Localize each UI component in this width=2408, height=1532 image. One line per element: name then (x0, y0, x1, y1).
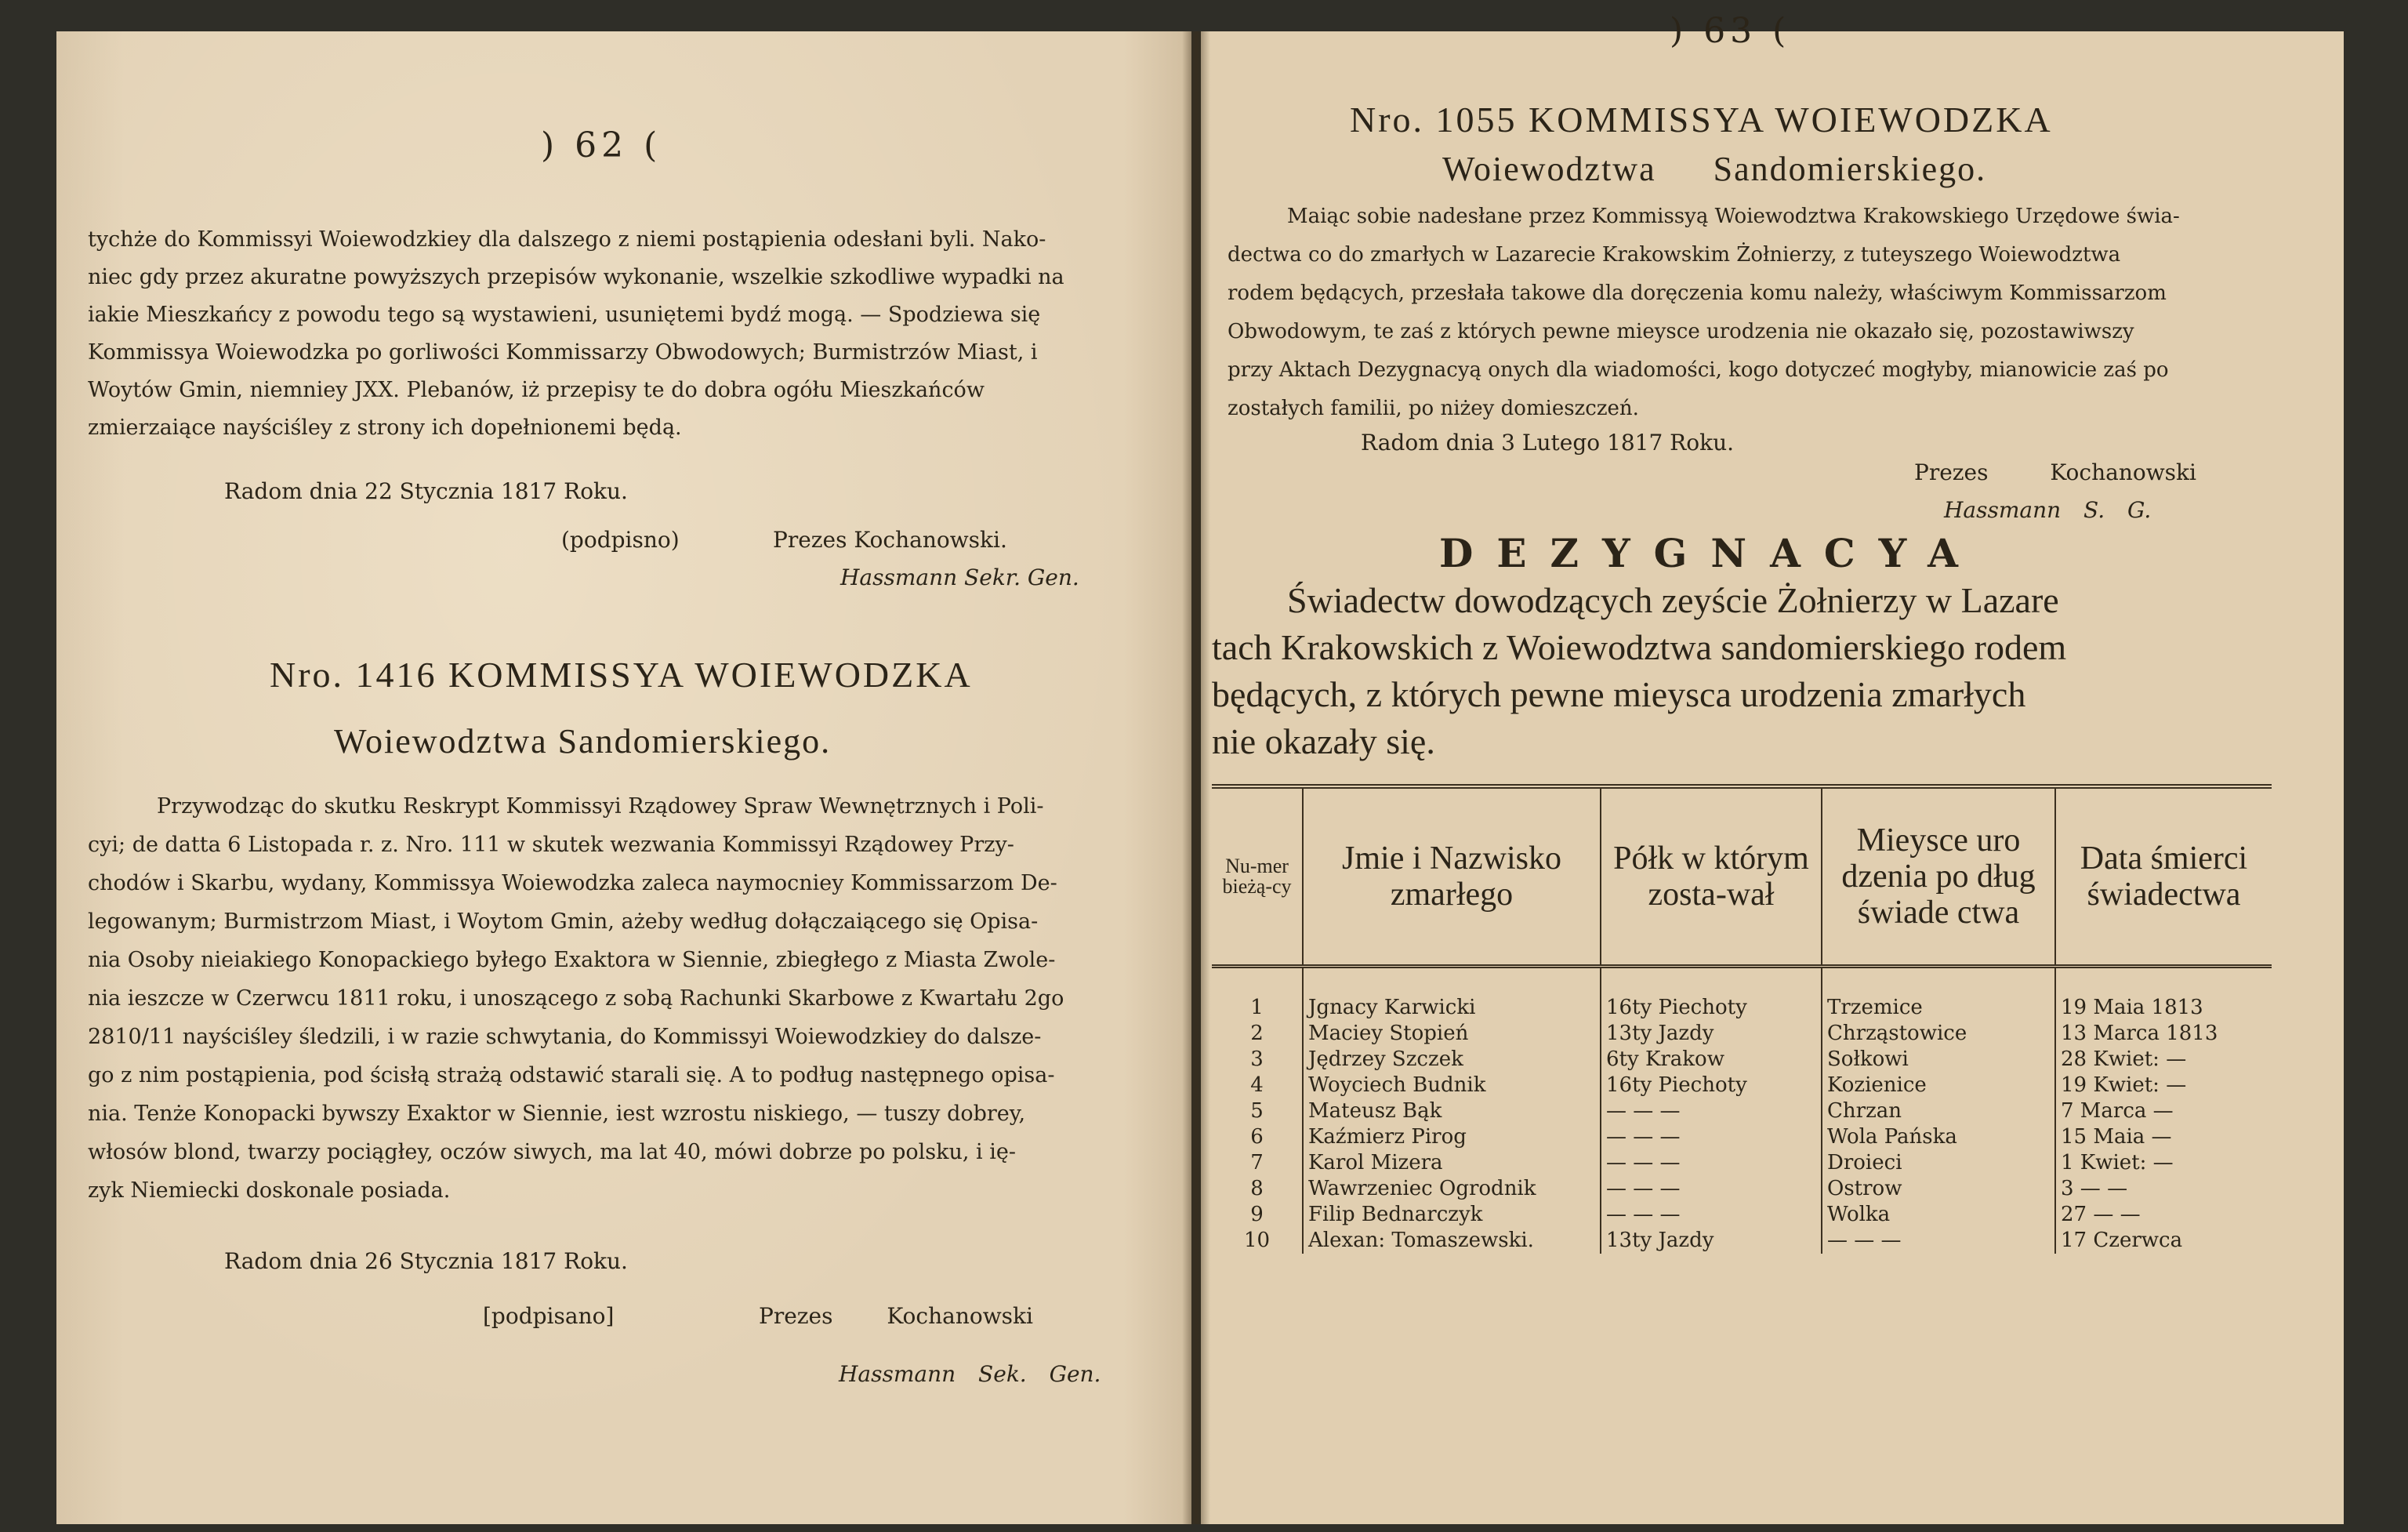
death-date: 13 Marca 1813 (2055, 1021, 2272, 1047)
column-header-birthplace: Mieysce uro dzenia po dług świade ctwa (1822, 786, 2055, 967)
deceased-name: Alexan: Tomaszewski. (1303, 1228, 1601, 1254)
table-row (1212, 1150, 2272, 1176)
birthplace: Chrzan (1822, 1098, 2055, 1124)
secretary-signature: Hassmann Sek. Gen. (839, 1361, 1101, 1387)
text-line: włosów blond, twarzy pociągłey, oczów siwych, ma lat 40, mówi dobrze po polsku, i ię- (88, 1140, 1016, 1164)
table-row (1212, 1176, 2272, 1202)
death-date: 27 — — (2055, 1202, 2272, 1228)
regiment: — — — (1601, 1150, 1822, 1176)
birthplace: — — — (1822, 1228, 2055, 1254)
row-number: 4 (1250, 1073, 1264, 1097)
death-date: 19 Kwiet: — (2055, 1073, 2272, 1098)
row-number: 10 (1243, 1229, 1271, 1252)
regiment: — — — (1601, 1202, 1822, 1228)
text-line: chodów i Skarbu, wydany, Kommissya Woiewodzka zaleca naymocniey Kommissarzom De- (88, 871, 1057, 895)
text-line: go z nim postąpienia, pod ścisłą strażą odstawić starali się. A to podług następnego opisa- (88, 1063, 1055, 1087)
date-line: Radom dnia 26 Stycznia 1817 Roku. (224, 1248, 628, 1274)
dezygnacya-table (1212, 784, 2272, 1254)
death-date: 28 Kwiet: — (2055, 1047, 2272, 1073)
deceased-name: Jgnacy Karwicki (1303, 967, 1601, 1022)
text-line: zmierzaiące nayściśley z strony ich dopełnionemi będą. (88, 416, 682, 440)
deceased-name: Karol Mizera (1303, 1150, 1601, 1176)
notice-heading: Nro. 1055 KOMMISSYA WOIEWODZKA (1350, 100, 2053, 140)
text-line: Woytów Gmin, niemniey JXX. Plebanów, iż przepisy te do dobra ogółu Mieszkańców (88, 378, 985, 402)
text-line: nia. Tenże Konopacki bywszy Exaktor w Siennie, iest wzrostu niskiego, — tuszy dobrey, (88, 1102, 1026, 1126)
death-date: 1 Kwiet: — (2055, 1150, 2272, 1176)
birthplace: Chrząstowice (1822, 1021, 2055, 1047)
birthplace: Droieci (1822, 1150, 2055, 1176)
date-line: Radom dnia 3 Lutego 1817 Roku. (1361, 430, 1734, 456)
birthplace: Sołkowi (1822, 1047, 2055, 1073)
table-row (1212, 1073, 2272, 1098)
column-header-number: Nu-mer bieżą-cy (1222, 855, 1292, 898)
row-number: 7 (1250, 1151, 1264, 1174)
regiment: 16ty Piechoty (1601, 967, 1822, 1022)
row-number: 1 (1250, 996, 1264, 1019)
deceased-name: Woyciech Budnik (1303, 1073, 1601, 1098)
text-line: przy Aktach Dezygnacyą onych dla wiadomości, kogo dotyczeć mogłyby, mianowicie zaś po (1228, 358, 2169, 382)
death-date: 7 Marca — (2055, 1098, 2272, 1124)
text-line: zostałych familii, po niżey domieszczeń. (1228, 397, 1639, 420)
text-line: Świadectw dowodzących zeyście Żołnierzy w Lazare (1287, 580, 2059, 620)
death-date: 19 Maia 1813 (2055, 967, 2272, 1022)
deceased-name: Wawrzeniec Ogrodnik (1303, 1176, 1601, 1202)
signed-note: [podpisano] (483, 1303, 615, 1329)
text-line: zyk Niemiecki doskonale posiada. (88, 1178, 451, 1203)
death-date: 17 Czerwca (2055, 1228, 2272, 1254)
deceased-name: Mateusz Bąk (1303, 1098, 1601, 1124)
death-date: 3 — — (2055, 1176, 2272, 1202)
birthplace: Wola Pańska (1822, 1124, 2055, 1150)
deceased-name: Kaźmierz Pirog (1303, 1124, 1601, 1150)
book-gutter (1182, 31, 1210, 1524)
deceased-name: Filip Bednarczyk (1303, 1202, 1601, 1228)
dezygnacya-intro (1212, 577, 2286, 765)
table-row (1212, 1202, 2272, 1228)
table-row (1212, 1228, 2272, 1254)
page-number-left: ) 62 ( (541, 125, 662, 165)
birthplace: Kozienice (1822, 1073, 2055, 1098)
birthplace: Wolka (1822, 1202, 2055, 1228)
regiment: 13ty Jazdy (1601, 1228, 1822, 1254)
text-line: nia ieszcze w Czerwcu 1811 roku, i unoszącego z sobą Rachunki Skarbowe z Kwartału 2go (88, 986, 1064, 1011)
table-row (1212, 1124, 2272, 1150)
row-number: 2 (1250, 1022, 1264, 1045)
page-number-right: ) 63 ( (1670, 11, 1791, 51)
president-signature: Prezes Kochanowski (759, 1303, 1033, 1329)
text-line: tach Krakowskich z Woiewodztwa sandomierskiego rodem (1212, 627, 2067, 667)
text-line: dectwa co do zmarłych w Lazarecie Krakowskim Żołnierzy, z tuteyszego Woiewodztwa (1228, 243, 2121, 267)
birthplace: Ostrow (1822, 1176, 2055, 1202)
regiment: — — — (1601, 1176, 1822, 1202)
column-header-regiment: Półk w którym zosta-wał (1601, 786, 1822, 967)
text-line: rodem będących, przesłała takowe dla doręczenia komu należy, właściwym Kommissarzom (1228, 281, 2167, 305)
text-line: Przywodząc do skutku Reskrypt Kommissyi Rządowey Spraw Wewnętrznych i Poli- (157, 794, 1044, 819)
column-header-death-date: Data śmierci świadectwa (2055, 786, 2272, 967)
president-signature: Prezes Kochanowski. (773, 527, 1007, 553)
column-header-name: Jmie i Nazwisko zmarłego (1303, 786, 1601, 967)
regiment: 6ty Krakow (1601, 1047, 1822, 1073)
table-row (1212, 1047, 2272, 1073)
text-line: tychże do Kommissyi Woiewodzkiey dla dalszego z niemi postąpienia odesłani byli. Nako- (88, 227, 1046, 252)
table-header-row (1212, 786, 2272, 967)
deceased-name: Maciey Stopień (1303, 1021, 1601, 1047)
signed-note: (podpisno) (561, 527, 680, 553)
text-line: cyi; de datta 6 Listopada r. z. Nro. 111 w skutek wezwania Kommissyi Rządowey Przy- (88, 833, 1014, 857)
table-row (1212, 1098, 2272, 1124)
continuation-paragraph (88, 221, 1159, 447)
text-line: Maiąc sobie nadesłane przez Kommissyą Woiewodztwa Krakowskiego Urzędowe świa- (1287, 205, 2180, 228)
birthplace: Trzemice (1822, 967, 2055, 1022)
row-number: 6 (1250, 1125, 1264, 1149)
regiment: — — — (1601, 1098, 1822, 1124)
president-signature: Prezes Kochanowski (1914, 459, 2196, 485)
text-line: nia Osoby nieiakiego Konopackiego byłego Exaktora w Siennie, zbiegłego z Miasta Zwole- (88, 948, 1056, 972)
notice-paragraph (1228, 198, 2289, 428)
dezygnacya-title: DEZYGNACYA (1439, 530, 1982, 576)
text-line: Obwodowym, te zaś z których pewne mieysce urodzenia nie okazało się, pozostawiwszy (1228, 320, 2134, 343)
row-number: 5 (1250, 1099, 1264, 1123)
date-line: Radom dnia 22 Stycznia 1817 Roku. (224, 478, 628, 504)
secretary-signature: Hassmann Sekr. Gen. (840, 565, 1079, 590)
death-date: 15 Maia — (2055, 1124, 2272, 1150)
regiment: — — — (1601, 1124, 1822, 1150)
row-number: 3 (1250, 1047, 1264, 1071)
notice-subheading: Woiewodztwa Sandomierskiego. (1442, 150, 1987, 188)
notice-heading: Nro. 1416 KOMMISSYA WOIEWODZKA (270, 655, 973, 695)
regiment: 16ty Piechoty (1601, 1073, 1822, 1098)
text-line: legowanym; Burmistrzom Miast, i Woytom Gmin, ażeby według dołączaiącego się Opisa- (88, 909, 1039, 934)
secretary-signature: Hassmann S. G. (1944, 497, 2152, 523)
notice-subheading: Woiewodztwa Sandomierskiego. (334, 722, 832, 761)
text-line: nie okazały się. (1212, 721, 1435, 761)
notice-paragraph (88, 787, 1159, 1210)
regiment: 13ty Jazdy (1601, 1021, 1822, 1047)
text-line: iakie Mieszkańcy z powodu tego są wystawieni, usuniętemi bydź mogą. — Spodziewa się (88, 303, 1041, 327)
row-number: 8 (1250, 1177, 1264, 1200)
table-row (1212, 967, 2272, 1022)
row-number: 9 (1250, 1203, 1264, 1226)
text-line: Kommissya Woiewodzka po gorliwości Kommissarzy Obwodowych; Burmistrzów Miast, i (88, 340, 1038, 365)
deceased-name: Jędrzey Szczek (1303, 1047, 1601, 1073)
text-line: 2810/11 nayściśley śledzili, i w razie schwytania, do Kommissyi Woiewodzkiey do dalsze- (88, 1025, 1042, 1049)
text-line: niec gdy przez akuratne powyższych przepisów wykonanie, wszelkie szkodliwe wypadki na (88, 265, 1064, 289)
table-row (1212, 1021, 2272, 1047)
text-line: będących, z których pewne mieysca urodzenia zmarłych (1212, 674, 2026, 714)
